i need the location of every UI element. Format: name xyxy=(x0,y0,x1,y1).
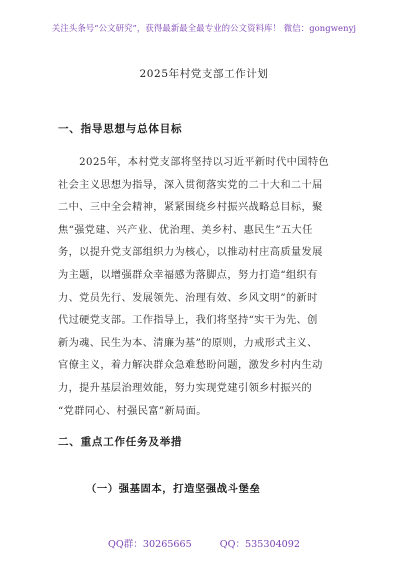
paragraph-line: 社会主义思想为指导，深入贯彻落实党的二十大和二十届 xyxy=(58,179,323,191)
paragraph-line: 力、党员先行、发展领先、治理有效、乡风文明”的新时 xyxy=(58,292,318,304)
promo-banner: 关注头条号“公文研究”，获得最新最全最专业的公文资料库！ 微信：gongwenyj xyxy=(51,23,357,33)
qq-group-number: QQ群：30265665 xyxy=(107,539,192,550)
paragraph-line: 焦“强党建、兴产业、优治理、美乡村、惠民生”五大任 xyxy=(58,224,313,236)
section-heading-key-tasks: 二、重点工作任务及举措 xyxy=(58,436,183,448)
paragraph-line: 为主题，以增强群众幸福感为落脚点，努力打造“组织有 xyxy=(58,269,318,281)
paragraph-line: 官僚主义，着力解决群众急难愁盼问题，激发乡村内生动 xyxy=(58,360,323,372)
paragraph-line: 二中、三中全会精神，紧紧围绕乡村振兴战略总目标，聚 xyxy=(58,202,323,214)
section-heading-guiding-principles: 一、指导思想与总体目标 xyxy=(58,123,183,135)
paragraph-line: 务，以提升党支部组织力为核心，以推动村庄高质量发展 xyxy=(58,247,323,259)
paragraph-line: 新为魂、民生为本、清廉为基”的原则，力戒形式主义、 xyxy=(58,337,318,349)
section-body-paragraph xyxy=(58,152,350,423)
page-title: 2025年村党支部工作计划 xyxy=(139,68,269,80)
contact-footer xyxy=(0,536,408,550)
paragraph-line: 代过硬党支部。工作指导上，我们将坚持“实干为先、创 xyxy=(58,315,318,327)
paragraph-line: 2025年，本村党支部将坚持以习近平新时代中国特色 xyxy=(58,157,330,168)
subsection-heading: （一）强基固本，打造坚强战斗堡垒 xyxy=(86,483,261,495)
paragraph-line: “党群同心、村强民富”新局面。 xyxy=(58,405,207,417)
paragraph-line: 力，提升基层治理效能，努力实现党建引领乡村振兴的 xyxy=(58,382,313,394)
qq-number: QQ：535304092 xyxy=(219,539,300,550)
